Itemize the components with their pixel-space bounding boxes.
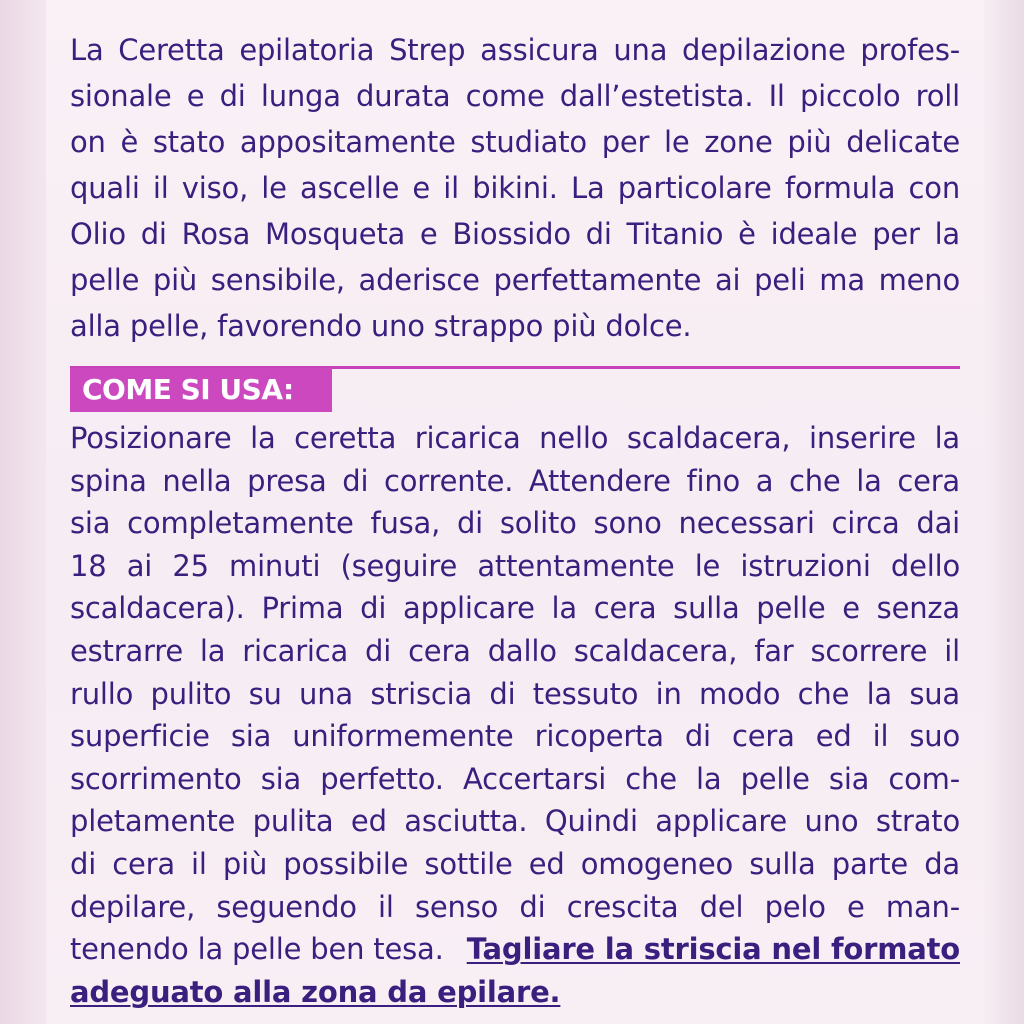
- instruction-line: 18 ai 25 minuti (seguire attentamente le istruzioni dello: [70, 549, 960, 583]
- instruction-line: sia completamente fusa, di solito sono necessari circa dai: [70, 506, 960, 540]
- page-left-edge: [0, 0, 46, 1024]
- intro-line: pelle più sensibile, aderisce perfettamente ai peli ma meno: [70, 263, 960, 297]
- instruction-line: scorrimento sia perfetto. Accertarsi che la pelle sia com-: [70, 762, 960, 796]
- intro-line: quali il viso, le ascelle e il bikini. La particolare formula con: [70, 171, 960, 205]
- instruction-line-mixed: [70, 927, 960, 971]
- intro-line: La Ceretta epilatoria Strep assicura una depilazione profes-: [70, 33, 960, 67]
- intro-line: sionale e di lunga durata come dall’estetista. Il piccolo roll: [70, 79, 960, 113]
- instruction-line: spina nella presa di corrente. Attendere fino a che la cera: [70, 464, 960, 498]
- instruction-line: scaldacera). Prima di applicare la cera sulla pelle e senza: [70, 591, 960, 625]
- instruction-line-plain: tenendo la pelle ben tesa.: [70, 932, 444, 966]
- instruction-line: estrarre la ricarica di cera dallo scaldacera, far scorrere il: [70, 634, 960, 668]
- instruction-line: Posizionare la ceretta ricarica nello scaldacera, inserire la: [70, 421, 960, 455]
- instruction-line: superficie sia uniformemente ricoperta di cera ed il suo: [70, 719, 960, 753]
- instruction-highlight-end: adeguato alla zona da epilare.: [70, 975, 561, 1009]
- instruction-line: rullo pulito su una striscia di tessuto in modo che la sua: [70, 677, 960, 711]
- instruction-line: pletamente pulita ed asciutta. Quindi applicare uno strato: [70, 804, 960, 838]
- instruction-highlight: Tagliare la striscia nel formato: [466, 932, 960, 966]
- intro-line: Olio di Rosa Mosqueta e Biossido di Titanio è ideale per la: [70, 217, 960, 251]
- instruction-line: depilare, seguendo il senso di crescita del pelo e man-: [70, 890, 960, 924]
- intro-line: on è stato appositamente studiato per le zone più delicate: [70, 125, 960, 159]
- section-heading: COME SI USA:: [70, 368, 332, 412]
- instruction-line-final: [70, 970, 960, 1014]
- instruction-line: di cera il più possibile sottile ed omogeneo sulla parte da: [70, 847, 960, 881]
- intro-line: alla pelle, favorendo uno strappo più dolce.: [70, 309, 692, 343]
- page-right-edge: [984, 0, 1024, 1024]
